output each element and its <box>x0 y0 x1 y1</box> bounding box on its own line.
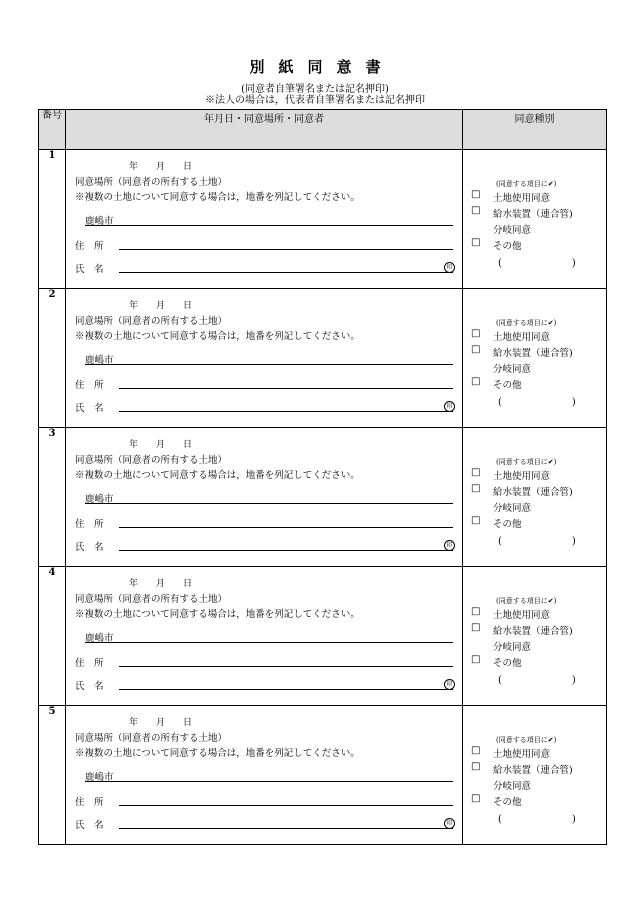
address-field[interactable] <box>119 527 453 528</box>
consent-entry-cell <box>66 150 463 289</box>
check-hint: (同意する項目に✔) <box>496 597 557 605</box>
checkbox-water-supply[interactable]: □ <box>471 344 481 355</box>
check-hint: (同意する項目に✔) <box>496 736 557 744</box>
name-field[interactable] <box>119 272 453 273</box>
consent-table <box>38 109 607 845</box>
seal-mark: 印 <box>444 401 455 412</box>
checkbox-water-supply[interactable]: □ <box>471 761 481 772</box>
consent-row <box>39 289 607 428</box>
option-other: その他 <box>493 241 522 252</box>
seal-mark: 印 <box>444 818 455 829</box>
other-detail-field[interactable]: ( ) <box>498 814 576 825</box>
address-field[interactable] <box>119 805 453 806</box>
option-land-use: 土地使用同意 <box>493 332 551 343</box>
option-other: その他 <box>493 519 522 530</box>
lot-number-field[interactable] <box>85 503 453 504</box>
row-number: 1 <box>39 150 66 289</box>
option-land-use: 土地使用同意 <box>493 749 551 760</box>
form-title: 別紙同意書 <box>249 58 395 76</box>
address-field[interactable] <box>119 388 453 389</box>
address-label: 住 所 <box>75 241 104 252</box>
date-field[interactable]: 年 月 日 <box>129 440 193 450</box>
name-field[interactable] <box>119 689 453 690</box>
place-label: 同意場所（同意者の所有する土地） <box>75 594 228 605</box>
name-label: 氏 名 <box>75 264 104 275</box>
checkbox-other[interactable]: □ <box>471 654 481 665</box>
checkbox-other[interactable]: □ <box>471 793 481 804</box>
place-label: 同意場所（同意者の所有する土地） <box>75 455 228 466</box>
place-label: 同意場所（同意者の所有する土地） <box>75 733 228 744</box>
option-land-use: 土地使用同意 <box>493 610 551 621</box>
consent-entry-cell <box>66 289 463 428</box>
name-label: 氏 名 <box>75 820 104 831</box>
consent-row <box>39 150 607 289</box>
checkbox-land-use[interactable]: □ <box>471 467 481 478</box>
subtitle-signature-note: (同意者自筆署名または記名押印) <box>241 84 389 95</box>
address-label: 住 所 <box>75 797 104 808</box>
city-label: 鹿嶋市 <box>85 772 114 783</box>
city-label: 鹿嶋市 <box>85 216 114 227</box>
seal-mark: 印 <box>444 540 455 551</box>
option-branch-consent: 分岐同意 <box>493 503 532 514</box>
lot-number-field[interactable] <box>85 364 453 365</box>
checkbox-other[interactable]: □ <box>471 376 481 387</box>
lot-number-field[interactable] <box>85 642 453 643</box>
date-field[interactable]: 年 月 日 <box>129 718 193 728</box>
consent-row <box>39 706 607 845</box>
lot-number-field[interactable] <box>85 781 453 782</box>
other-detail-field[interactable]: ( ) <box>498 397 576 408</box>
consent-type-cell <box>463 567 607 706</box>
header-main: 年月日・同意場所・同意者 <box>66 110 463 150</box>
address-field[interactable] <box>119 666 453 667</box>
consent-entry-cell <box>66 428 463 567</box>
checkbox-land-use[interactable]: □ <box>471 189 481 200</box>
row-number: 2 <box>39 289 66 428</box>
option-water-supply: 給水装置（連合管) <box>493 348 573 359</box>
city-label: 鹿嶋市 <box>85 355 114 366</box>
name-field[interactable] <box>119 828 453 829</box>
consent-row <box>39 428 607 567</box>
check-hint: (同意する項目に✔) <box>496 458 557 466</box>
header-type: 同意種別 <box>463 110 607 150</box>
address-label: 住 所 <box>75 380 104 391</box>
row-number: 5 <box>39 706 66 845</box>
checkbox-water-supply[interactable]: □ <box>471 205 481 216</box>
address-label: 住 所 <box>75 519 104 530</box>
option-branch-consent: 分岐同意 <box>493 364 532 375</box>
checkbox-land-use[interactable]: □ <box>471 328 481 339</box>
option-land-use: 土地使用同意 <box>493 471 551 482</box>
consent-type-cell <box>463 706 607 845</box>
row-number: 4 <box>39 567 66 706</box>
checkbox-land-use[interactable]: □ <box>471 606 481 617</box>
option-water-supply: 給水装置（連合管) <box>493 626 573 637</box>
consent-entry-cell <box>66 567 463 706</box>
consent-row <box>39 567 607 706</box>
other-detail-field[interactable]: ( ) <box>498 536 576 547</box>
check-hint: (同意する項目に✔) <box>496 319 557 327</box>
consent-type-cell <box>463 150 607 289</box>
date-field[interactable]: 年 月 日 <box>129 301 193 311</box>
seal-mark: 印 <box>444 262 455 273</box>
option-other: その他 <box>493 380 522 391</box>
checkbox-water-supply[interactable]: □ <box>471 622 481 633</box>
city-label: 鹿嶋市 <box>85 494 114 505</box>
name-label: 氏 名 <box>75 403 104 414</box>
option-other: その他 <box>493 658 522 669</box>
checkbox-other[interactable]: □ <box>471 237 481 248</box>
check-hint: (同意する項目に✔) <box>496 180 557 188</box>
option-branch-consent: 分岐同意 <box>493 781 532 792</box>
date-field[interactable]: 年 月 日 <box>129 579 193 589</box>
option-water-supply: 給水装置（連合管) <box>493 765 573 776</box>
multiple-lots-note: ※複数の土地について同意する場合は，地番を列記してください。 <box>75 331 360 342</box>
multiple-lots-note: ※複数の土地について同意する場合は，地番を列記してください。 <box>75 609 360 620</box>
name-label: 氏 名 <box>75 681 104 692</box>
name-label: 氏 名 <box>75 542 104 553</box>
multiple-lots-note: ※複数の土地について同意する場合は，地番を列記してください。 <box>75 748 360 759</box>
other-detail-field[interactable]: ( ) <box>498 675 576 686</box>
consent-type-cell <box>463 289 607 428</box>
address-label: 住 所 <box>75 658 104 669</box>
option-water-supply: 給水装置（連合管) <box>493 209 573 220</box>
row-number: 3 <box>39 428 66 567</box>
checkbox-water-supply[interactable]: □ <box>471 483 481 494</box>
checkbox-land-use[interactable]: □ <box>471 745 481 756</box>
name-field[interactable] <box>119 550 453 551</box>
consent-entry-cell <box>66 706 463 845</box>
consent-type-cell <box>463 428 607 567</box>
option-branch-consent: 分岐同意 <box>493 642 532 653</box>
address-field[interactable] <box>119 249 453 250</box>
date-field[interactable]: 年 月 日 <box>129 162 193 172</box>
subtitle-corporate-note: ※法人の場合は，代表者自筆署名または記名押印 <box>205 95 425 106</box>
option-land-use: 土地使用同意 <box>493 193 551 204</box>
multiple-lots-note: ※複数の土地について同意する場合は，地番を列記してください。 <box>75 470 360 481</box>
name-field[interactable] <box>119 411 453 412</box>
checkbox-other[interactable]: □ <box>471 515 481 526</box>
option-water-supply: 給水装置（連合管) <box>493 487 573 498</box>
lot-number-field[interactable] <box>85 225 453 226</box>
option-other: その他 <box>493 797 522 808</box>
city-label: 鹿嶋市 <box>85 633 114 644</box>
multiple-lots-note: ※複数の土地について同意する場合は，地番を列記してください。 <box>75 192 360 203</box>
option-branch-consent: 分岐同意 <box>493 225 532 236</box>
seal-mark: 印 <box>444 679 455 690</box>
place-label: 同意場所（同意者の所有する土地） <box>75 177 228 188</box>
table-header-row <box>39 110 607 150</box>
place-label: 同意場所（同意者の所有する土地） <box>75 316 228 327</box>
header-number: 番号 <box>39 110 66 150</box>
other-detail-field[interactable]: ( ) <box>498 258 576 269</box>
